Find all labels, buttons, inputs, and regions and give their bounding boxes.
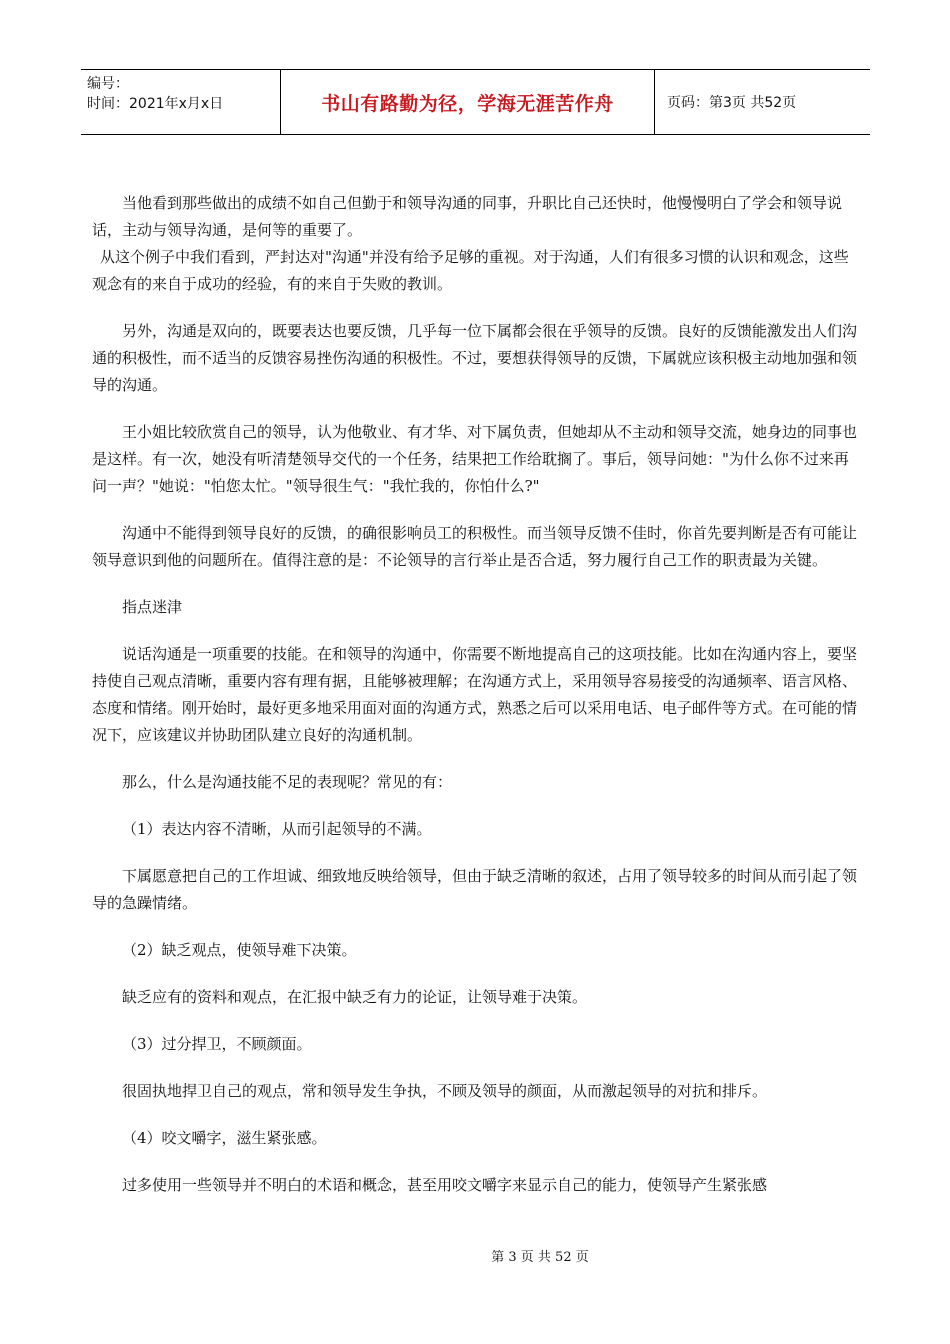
- section-heading: 指点迷津: [122, 598, 183, 616]
- paragraph: 另外，沟通是双向的，既要表达也要反馈，几乎每一位下属都会很在乎领导的反馈。良好的反馈能激发出人们沟通的积极性，而不适当的反馈容易挫伤沟通的积极性。不过，要想获得领导的反馈，下属就应该积极主动地加强和领导的沟通。: [92, 322, 858, 394]
- header-motto: 书山有路勤为径，学海无涯苦作舟: [281, 70, 655, 134]
- page-footer: 第 3 页 共 52 页: [491, 1250, 589, 1265]
- paragraph: 王小姐比较欣赏自己的领导，认为他敬业、有才华、对下属负责，但她却从不主动和领导交流，她身边的同事也是这样。有一次，她没有听清楚领导交代的一个任务，结果把工作给耽搁了。事后，领导问她："为什么你不过来再问一声？"她说："怕您太忙。"领导很生气："我忙我的，你怕什么?": [92, 423, 858, 495]
- date-label: 时间：2021年x月x日: [87, 96, 224, 112]
- page-header: [81, 69, 870, 135]
- header-page-info: 页码：第3页 共52页: [667, 95, 797, 111]
- paragraph: 过多使用一些领导并不明白的术语和概念，甚至用咬文嚼字来显示自己的能力，使领导产生紧张感: [122, 1176, 768, 1194]
- paragraph: 说话沟通是一项重要的技能。在和领导的沟通中，你需要不断地提高自己的这项技能。比如在沟通内容上，要坚持使自己观点清晰，重要内容有理有据，且能够被理解；在沟通方式上，采用领导容易接受的沟通频率、语言风格、态度和情绪。刚开始时，最好更多地采用面对面的沟通方式，熟悉之后可以采用电话、电子邮件等方式。在可能的情况下，应该建议并协助团队建立良好的沟通机制。: [92, 645, 858, 744]
- header-meta: [81, 70, 281, 134]
- list-item-heading: （1）表达内容不清晰，从而引起领导的不满。: [122, 820, 432, 838]
- number-label: 编号：: [87, 76, 129, 92]
- paragraph: 下属愿意把自己的工作坦诚、细致地反映给领导，但由于缺乏清晰的叙述，占用了领导较多的时间从而引起了领导的急躁情绪。: [92, 867, 858, 912]
- list-item-heading: （2）缺乏观点，使领导难下决策。: [122, 941, 357, 959]
- paragraph: 当他看到那些做出的成绩不如自己但勤于和领导沟通的同事，升职比自己还快时，他慢慢明白了学会和领导说话，主动与领导沟通，是何等的重要了。: [92, 194, 843, 239]
- paragraph: 缺乏应有的资料和观点，在汇报中缺乏有力的论证，让领导难于决策。: [122, 988, 588, 1006]
- list-item-heading: （3）过分捍卫，不顾颜面。: [122, 1035, 312, 1053]
- paragraph: 很固执地捍卫自己的观点，常和领导发生争执，不顾及领导的颜面，从而激起领导的对抗和排斥。: [122, 1082, 768, 1100]
- list-item-heading: （4）咬文嚼字，滋生紧张感。: [122, 1129, 327, 1147]
- paragraph: 那么，什么是沟通技能不足的表现呢？常见的有：: [122, 773, 453, 791]
- paragraph: 从这个例子中我们看到，严封达对"沟通"并没有给予足够的重视。对于沟通，人们有很多习惯的认识和观念，这些观念有的来自于成功的经验，有的来自于失败的教训。: [92, 248, 849, 293]
- paragraph: 沟通中不能得到领导良好的反馈，的确很影响员工的积极性。而当领导反馈不佳时，你首先要判断是否有可能让领导意识到他的问题所在。值得注意的是：不论领导的言行举止是否合适，努力履行自己工作的职责最为关键。: [92, 524, 858, 569]
- document-body: [92, 190, 860, 1199]
